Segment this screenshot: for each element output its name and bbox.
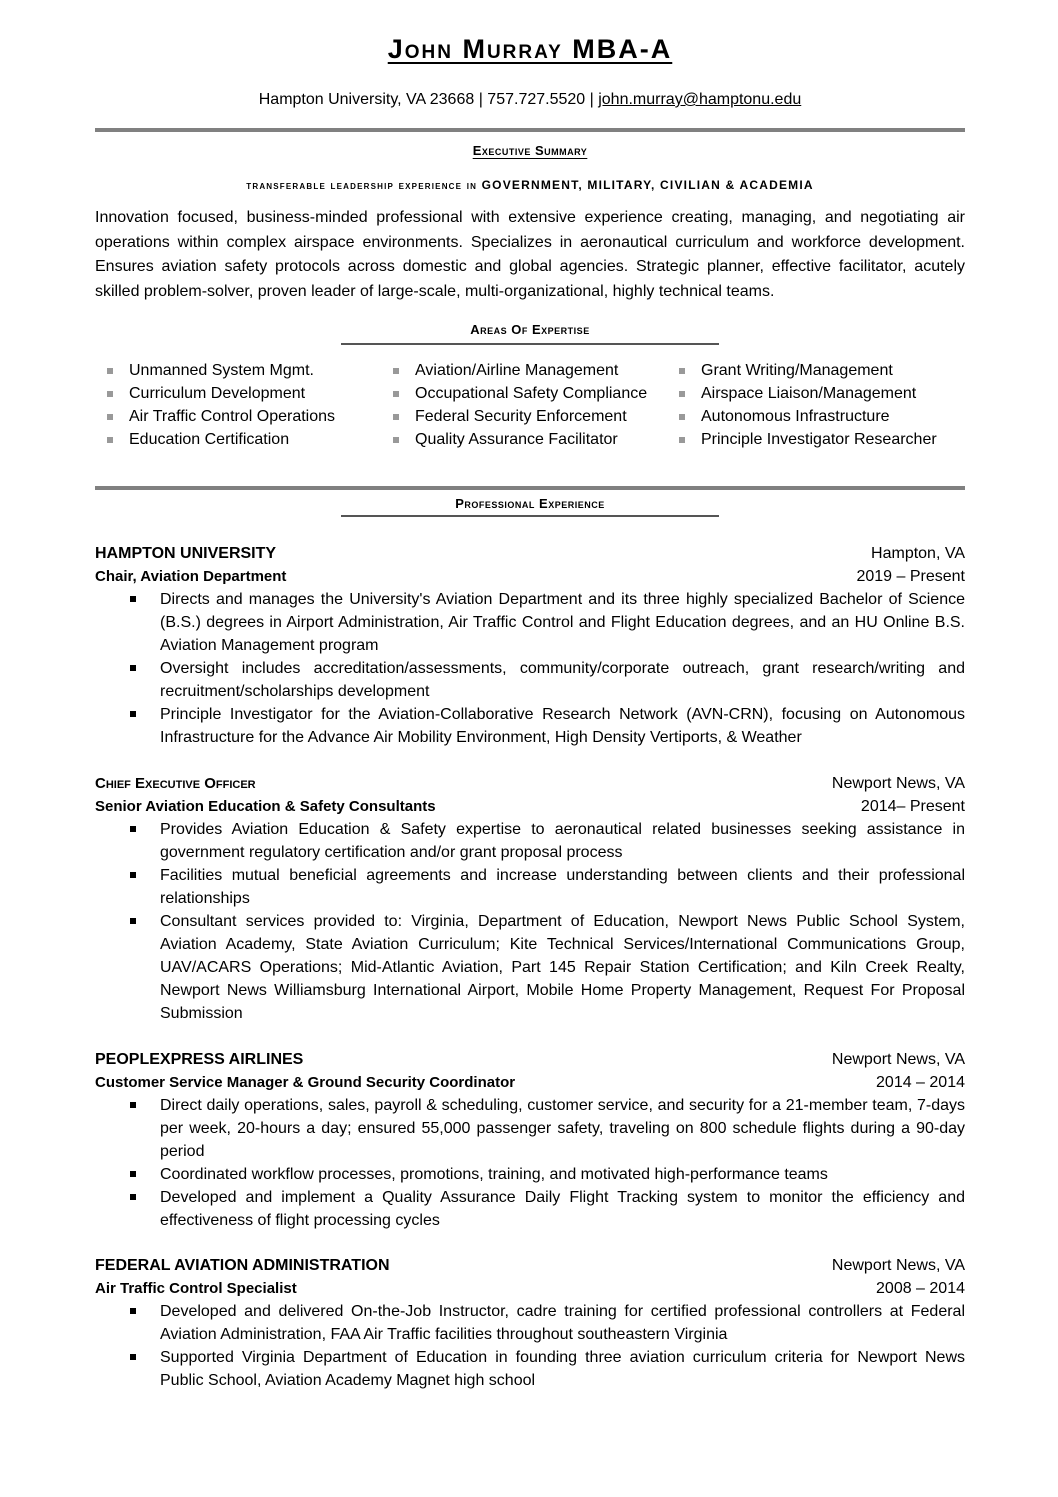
expertise-item: Principle Investigator Researcher (679, 428, 937, 451)
resume-name (95, 34, 965, 65)
square-bullet-icon (107, 391, 113, 397)
job-bullet: Provides Aviation Education & Safety expertise to aeronautical related businesses seeking assistance in government regulatory certification and/or grant proposal process (95, 818, 965, 864)
job-bullet: Directs and manages the University's Aviation Department and its three highly specialized Bachelor of Science (B.S.) degrees in Airport Administration, Air Traffic Control and Flight Education degrees, and an HU Online B.S. Aviation Management program (95, 588, 965, 657)
square-bullet-icon (393, 368, 399, 374)
summary-text: Innovation focused, business-minded professional with extensive experience creating, managing, and negotiating air operations within complex airspace environments. Specializes in aeronautical curriculum and workforce development. Ensures aviation safety protocols across domestic and global agencies. Strategic planner, effective facilitator, acutely skilled problem-solver, proven leader of large-scale, multi-organizational, highly technical teams. (95, 209, 965, 300)
job-org: PEOPLEXPRESS AIRLINES (95, 1050, 304, 1068)
square-bullet-icon (393, 437, 399, 443)
square-bullet-icon (130, 1308, 136, 1314)
summary-subtitle: transferable leadership experience in GOVERNMENT, MILITARY, CIVILIAN & ACADEMIA (246, 178, 814, 192)
job-role: Chair, Aviation Department (95, 568, 287, 585)
job-role: Air Traffic Control Specialist (95, 1280, 297, 1297)
expertise-item: Unmanned System Mgmt. (107, 359, 335, 382)
expertise-item: Federal Security Enforcement (393, 405, 647, 428)
job-entry (95, 772, 965, 1025)
square-bullet-icon (107, 437, 113, 443)
job-bullet: Direct daily operations, sales, payroll & scheduling, customer service, and security for a 21-member team, 7-days per week, 20-hours a day; ensured 55,000 passenger safety, traveling on 800 schedule flights during a 90-day period (95, 1094, 965, 1163)
divider (95, 486, 965, 490)
square-bullet-icon (393, 414, 399, 420)
job-bullet: Principle Investigator for the Aviation-Collaborative Research Network (AVN-CRN), focusing on Autonomous Infrastructure for the Advance Air Mobility Environment, High Density Vertiports, & Weather (95, 703, 965, 749)
job-bullet: Consultant services provided to: Virginia, Department of Education, Newport News Public School System, Aviation Academy, State Aviation Curriculum; Kite Technical Services/International Communications Group, UAV/ACARS Operations; Mid-Atlantic Aviation, Part 145 Repair Station Certification; and Kiln Creek Realty, Newport News Williamsburg International Airport, Mobile Home Property Management, Request For Proposal Submission (95, 910, 965, 1025)
job-location: Newport News, VA (831, 1050, 965, 1068)
expertise-item: Airspace Liaison/Management (679, 382, 937, 405)
expertise-item: Air Traffic Control Operations (107, 405, 335, 428)
job-bullet: Oversight includes accreditation/assessments, community/corporate outreach, grant research/writing and recruitment/scholarships development (95, 657, 965, 703)
job-bullet: Coordinated workflow processes, promotions, training, and motivated high-performance teams (95, 1163, 965, 1186)
section-title-expertise: Areas Of Expertise (470, 322, 590, 337)
job-location: Newport News, VA (831, 1256, 965, 1274)
name-text: John Murray MBA-A (387, 34, 673, 64)
square-bullet-icon (130, 826, 136, 832)
job-bullets (95, 1094, 965, 1232)
square-bullet-icon (679, 391, 685, 397)
job-org: HAMPTON UNIVERSITY (95, 544, 277, 562)
expertise-column (679, 359, 937, 451)
job-bullets (95, 1300, 965, 1392)
divider-short (341, 515, 719, 517)
job-dates: 2019 – Present (856, 567, 965, 585)
job-bullets (95, 588, 965, 749)
section-title-summary: Executive Summary (472, 143, 588, 158)
expertise-item: Occupational Safety Compliance (393, 382, 647, 405)
job-dates: 2014– Present (860, 797, 965, 815)
square-bullet-icon (679, 437, 685, 443)
expertise-column (393, 359, 647, 451)
square-bullet-icon (130, 711, 136, 717)
square-bullet-icon (679, 414, 685, 420)
job-bullet: Supported Virginia Department of Education in founding three aviation curriculum criteria for Newport News Public School, Aviation Academy Magnet high school (95, 1346, 965, 1392)
expertise-item: Autonomous Infrastructure (679, 405, 937, 428)
square-bullet-icon (130, 918, 136, 924)
job-location: Hampton, VA (871, 544, 965, 562)
divider-short (341, 343, 719, 345)
square-bullet-icon (130, 665, 136, 671)
job-role: Customer Service Manager & Ground Security Coordinator (95, 1074, 516, 1091)
square-bullet-icon (130, 596, 136, 602)
expertise-item: Education Certification (107, 428, 335, 451)
job-dates: 2008 – 2014 (876, 1279, 965, 1297)
square-bullet-icon (130, 872, 136, 878)
square-bullet-icon (130, 1171, 136, 1177)
square-bullet-icon (107, 368, 113, 374)
job-entry (95, 1048, 965, 1232)
square-bullet-icon (679, 368, 685, 374)
square-bullet-icon (130, 1102, 136, 1108)
job-bullet: Developed and implement a Quality Assurance Daily Flight Tracking system to monitor the efficiency and effectiveness of flight processing cycles (95, 1186, 965, 1232)
square-bullet-icon (130, 1194, 136, 1200)
job-location: Newport News, VA (831, 774, 965, 792)
section-title-experience: Professional Experience (455, 496, 605, 511)
job-entry (95, 542, 965, 749)
expertise-column (107, 359, 335, 451)
expertise-item: Grant Writing/Management (679, 359, 937, 382)
expertise-item: Quality Assurance Facilitator (393, 428, 647, 451)
job-dates: 2014 – 2014 (876, 1073, 965, 1091)
job-role: Senior Aviation Education & Safety Consultants (95, 798, 436, 815)
contact-info: Hampton University, VA 23668 | 757.727.5520 | (258, 91, 599, 108)
job-entry (95, 1254, 965, 1392)
square-bullet-icon (130, 1354, 136, 1360)
email-link[interactable]: john.murray@hamptonu.edu (598, 91, 802, 108)
job-bullet: Developed and delivered On-the-Job Instructor, cadre training for certified professional controllers at Federal Aviation Administration, FAA Air Traffic facilities throughout southeastern Virginia (95, 1300, 965, 1346)
job-bullet: Facilities mutual beneficial agreements and increase understanding between clients and their professional relationships (95, 864, 965, 910)
square-bullet-icon (107, 414, 113, 420)
expertise-item: Curriculum Development (107, 382, 335, 405)
job-org: FEDERAL AVIATION ADMINISTRATION (95, 1256, 390, 1274)
contact-line (95, 91, 965, 109)
job-org: Chief Executive Officer (95, 775, 256, 792)
divider (95, 128, 965, 132)
square-bullet-icon (393, 391, 399, 397)
expertise-item: Aviation/Airline Management (393, 359, 647, 382)
job-bullets (95, 818, 965, 1025)
